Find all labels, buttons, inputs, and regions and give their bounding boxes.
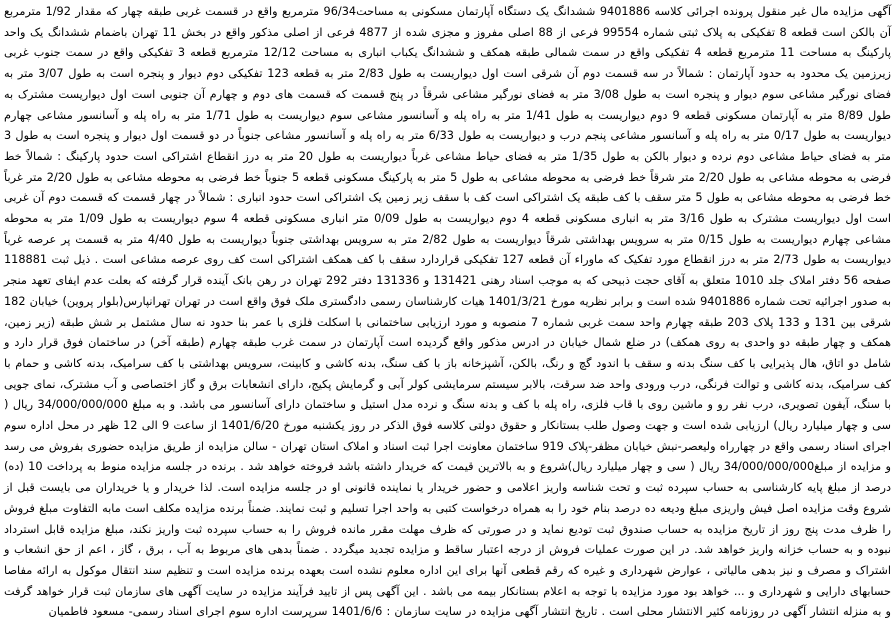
auction-notice-text: آگهی مزایده مال غیر منقول پرونده اجرائی کلاسه 9401886 ششدانگ یک دستگاه آپارتمان مسکونی به مساحت96/34 مترمربع واقع در قسمت غربی طبقه چهار که مقدار 1/92 مترمربع آن بالکن است قطعه 8 تفکیکی به پلاک ثبتی شماره 99554 فرعی از 88 اصلی مفروز و مجزی شده از 4877 فرعی از اصلی مذکور واقع در بخش 11 تهران باضمام ششدانگ یک واحد پارکینگ به مساحت 11 مترمربع قطعه 4 تفکیکی واقع در سمت شمالی طبقه همکف و ششدانگ یکباب انباری به مساحت 12/12 مترمربع قطعه 3 تفکیکی واقع در سمت جنوب غربی زیرزمین یک محدود به حدود آپارتمان : شمالاً در سه قسمت دوم آن شرقی است اول دیواریست به طول 2/83 متر به قطعه 123 تفکیکی دوم دیوار و پنجره است به طول 3/07 متر به فضای نورگیر مشاعی سوم دیوار و پنجره است به طول 3/08 متر به فضای نورگیر مشاعی شرقاً در پنج قسمت که قسمت های دوم و چهارم آن جنوبی است اول دیواریست مشترک به طول 8/89 متر به آپارتمان مسکونی قطعه 9 دوم دیواریست به طول 1/41 متر به راه پله و آسانسور مشاعی سوم دیواریست به طول 1/71 متر به راه پله و آسانسور مشاعی چهارم دیواریست به طول 0/17 متر به راه پله و آسانسور مشاعی پنجم درب و دیواریست به طول 6/33 متر به راه پله و آسانسور مشاعی جنوباً در دو قسمت اول دیوار و پنجره است به طول 3 متر به فضای حیاط مشاعی دوم نرده و دیوار بالکن به طول 1/35 متر به فضای حیاط مشاعی غرباً دیواریست به طول 20 متر به درز انقطاع اشتراکی است حدود پارکینگ : شمالاً خط فرضی به محوطه مشاعی به طول 2/20 متر شرقاً خط فرضی به محوطه مشاعی به طول 5 متر به پارکینگ مسکونی قطعه 5 جنوباً خط فرضی به محوطه مشاعی به طول 2/20 متر غرباً خط فرضی به محوطه مشاعی به طول 5 متر سقف با کف طبقه یک اشتراکی است کف با سقف زیر زمین یک اشتراکی است حدود انباری : شمالاً در چهار قسمت که قسمت دوم آن غربی است اول دیواریست مشترک به طول 3/16 متر به انباری مسکونی قطعه 4 دوم دیواریست به طول 0/09 متر انباری مسکونی قطعه 4 سوم دیواریست به طول 1/09 متر به محوطه مشاعی چهارم دیواریست به طول 0/15 متر به سرویس بهداشتی شرقاً دیواریست به طول 2/82 متر به سرویس بهداشتی جنوباً دیواریست به طول 4/40 متر به قسمت پر عرصه غرباً دیواریست به طول 2/73 متر به درز انقطاع مورد تفکیک که ماوراء آن قطعه 127 تفکیکی قراردارد سقف با کف همکف اشتراکی است کف روی عرصه مشاعی است . ذیل ثبت 118881 صفحه 56 دفتر املاک جلد 1010 متعلق به آقای حجت ذبیحی که به موجب اسناد رهنی 131421 و 131336 دفتر 292 تهران در رهن بانک آینده قرار گرفته که بعلت عدم ایفای تعهد منجر به صدور اجرائیه تحت شماره 9401886 شده است و برابر نظریه مورخ 1401/3/21 هیات کارشناسان رسمی دادگستری ملک فوق واقع است در تهران تهرانپارس(بلوار پروین) خیابان 182 شرقی بین 131 و 133 پلاک 203 طبقه چهارم واحد سمت غربی شماره 7 منصوبه و مورد ارزیابی ساختمانی با اسکلت فلزی با عمر بنا حدود نه سال مشتمل بر شش طبقه (زیر زمین، همکف و چهار طبقه دو واحدی به روی همکف) در ضلع شمال خیابان در ادرس مذکور واقع گردیده است آپارتمان در سمت غرب طبقه چهارم (طبقه آخر) در ساختمان فوق قرار دارد و شامل دو اتاق، هال پذیرایی با کف سنگ بدنه و سقف با اندود گچ و رنگ، بالکن، آشپزخانه باز با کف سنگ، بدنه کاشی و کابینت، سرویس بهداشتی با کف سرامیک، بدنه کاشی و حمام با کف سرامیک، بدنه کاشی و توالت فرنگی، درب ورودی واحد ضد سرقت، بالابر سیستم سرمایشی کولر آبی و گرمایش پکیج، دارای انشعابات برق و گاز اختصاصی و آب مشترک، نمای جویی با سنگ، آیفون تصویری، درب نفر رو و ماشین روی با قاب فلزی، راه پله با کف و بدنه سنگ و نرده مدل استیل و ساختمان دارای آسانسور می باشد. و به مبلغ 34/000/000/000 ریال ( سی و چهار میلیارد ریال) ارزیابی شده است و جهت وصول طلب بستانکار و حقوق دولتی کلاسه فوق الذکر در روز یکشنبه مورخ 1401/6/20 از ساعت 9 الی 12 ظهر در محل اداره سوم اجرای اسناد رسمی واقع در چهارراه ولیعصر-نبش خیابان مظفر-پلاک 919 ساختمان معاونت اجرا ثبت اسناد و املاک استان تهران - سالن مزایده از طریق مزایده حضوری بفروش می رسد و مزایده از مبلغ34/000/000/000 ریال ( سی و چهار میلیارد ریال)شروع و به بالاترین قیمت که خریدار داشته باشد فروخته خواهد شد . برنده در جلسه مزایده منوط به پرداخت 10 (ده) درصد از مبلغ پایه کارشناسی به حساب سپرده ثبت و تحت شناسه واریز اعلامی و حضور خریدار یا نماینده قانونی او در جلسه مزایده است. لذا خریدار و یا خریداران می بایست قبل از شروع وقت مزایده اصل فیش واریزی مبلغ ودیعه ده درصد بنام خود را به همراه درخواست کتبی به واحد اجرا تسلیم و ثبت نمایند. ضمناً برنده مزایده مکلف است مابه التفاوت مبلغ فروش را ظرف مدت پنج روز از تاریخ مزایده به حساب صندوق ثبت تودیع نماید و در صورتی که ظرف مهلت مقرر مانده فروش را به حساب سپرده ثبت واریز نکند، مبلغ مزایده قابل استرداد نبوده و به حساب خزانه واریز خواهد شد. در این صورت عملیات فروش از درجه اعتبار ساقط و مزایده تجدید میگردد . ضمناً بدهی های مربوط به آب ، برق ، گاز ، اعم از حق انشعاب و اشتراک و مصرف و نیز بدهی مالیاتی ، عوارض شهرداری و غیره که رقم قطعی آنها برای این اداره معلوم نشده است بعهده برنده مزایده است و تنظیم سند انتقال موکول به ارائه مفاصا حسابهای دارایی و شهرداری و ... خواهد بود مورد مزایده با توجه به اعلام بستانکار بیمه می باشد . این آگهی پس از تایید فرآیند مزایده در سایت آگهی های سازمان ثبت قرار خواهد گرفت و به منزله انتشار آگهی در روزنامه کثیر الانتشار محلی است . تاریخ انتشار آگهی مزایده در سایت سازمان : 1401/6/6 سرپرست اداره سوم اجرای اسناد رسمی- مسعود فاطمیان [3, 5, 892, 619]
